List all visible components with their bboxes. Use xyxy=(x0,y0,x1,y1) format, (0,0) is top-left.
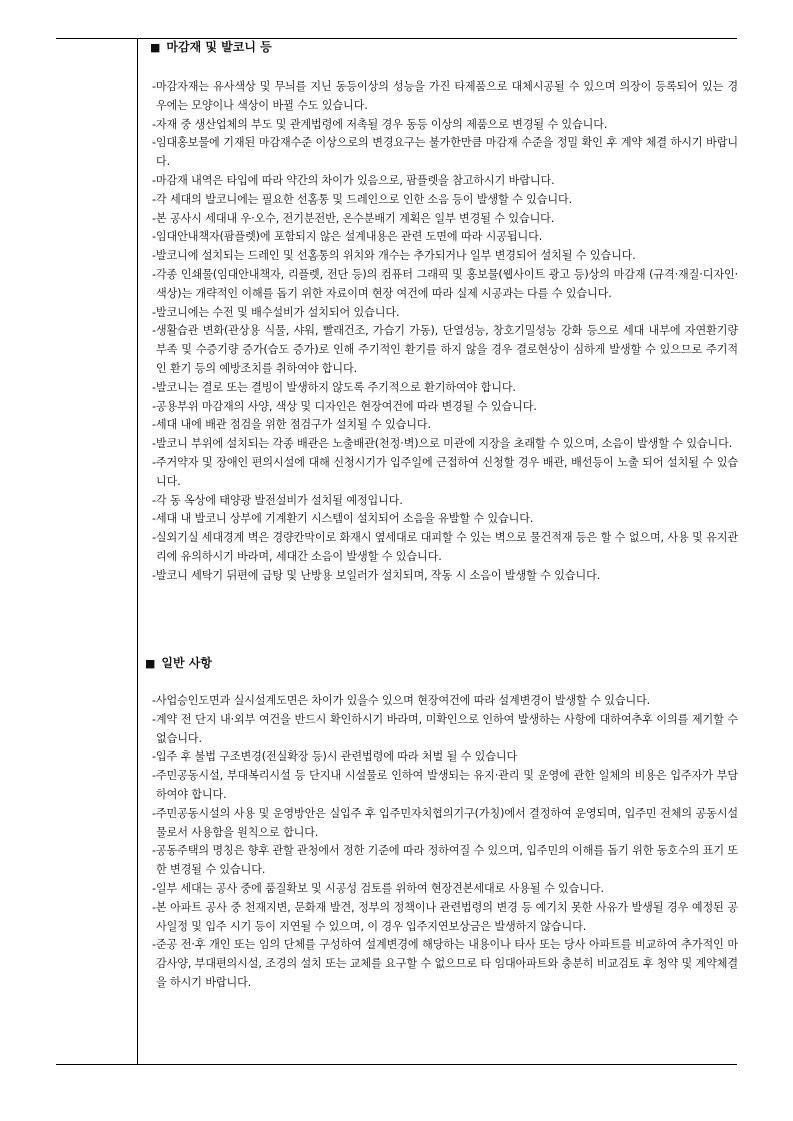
notice-item: -실외기실 세대경계 벽은 경량칸막이로 화재시 옆세대로 대피할 수 있는 벽으로 물건적재 등은 할 수 없으며, 사용 및 유지관리에 유의하시기 바라며, 세대간 소음이 발생할 수 있습니다. xyxy=(152,531,738,563)
finishes-notice-list xyxy=(146,78,738,586)
notice-item: -주민공동시설, 부대복리시설 등 단지내 시설물로 인하여 발생되는 유지·관리 및 운영에 관한 일체의 비용은 입주자가 부담하여야 합니다. xyxy=(152,769,738,801)
notice-item: -일부 세대는 공사 중에 품질확보 및 시공성 검토를 위하여 현장견본세대로 사용될 수 있습니다. xyxy=(152,881,604,895)
notice-item: -입주 후 불법 구조변경(전실확장 등)시 관련법령에 따라 처벌 될 수 있습니다 xyxy=(152,750,518,764)
section-title: 마감재 및 발코니 등 xyxy=(166,40,272,54)
notice-item: -각 세대의 발코니에는 필요한 선홈통 및 드레인으로 인한 소음 등이 발생할 수 있습니다. xyxy=(152,192,573,206)
bottom-rule xyxy=(56,1064,737,1065)
section-title: 일반 사항 xyxy=(161,656,212,670)
notice-item: -임대안내책자(팜플렛)에 포함되지 않은 설계내용은 관련 도면에 따라 시공됩니다. xyxy=(152,230,543,244)
notice-item: -계약 전 단지 내·외부 여건을 반드시 확인하시기 바라며, 미확인으로 인하여 발생하는 사항에 대하여추후 이의를 제기할 수 없습니다. xyxy=(152,712,738,745)
notice-item: -공동주택의 명칭은 향후 관할 관청에서 정한 기준에 따라 정하여질 수 있으며, 입주민의 이해를 돕기 위한 동호수의 표기 또한 변경될 수 있습니다. xyxy=(152,844,738,877)
notice-item: -발코니 부위에 설치되는 각종 배관은 노출배관(천정·벽)으로 미관에 지장을 초래할 수 있으며, 소음이 발생할 수 있습니다. xyxy=(152,437,733,451)
notice-item: -주민공동시설의 사용 및 운영방안은 실입주 후 입주민자치협의기구(가칭)에서 결정하여 운영되며, 입주민 전체의 공동시설물로서 사용함을 원칙으로 합니다. xyxy=(152,806,738,839)
notice-item: -본 공사시 세대내 우·오수, 전기분전반, 온수분배기 계획은 일부 변경될 수 있습니다. xyxy=(152,211,555,225)
notice-page xyxy=(56,38,737,1065)
notice-item: -각종 인쇄물(임대안내책자, 리플렛, 전단 등)의 컴퓨터 그래픽 및 홍보물(웹사이트 광고 등)상의 마감재 (규격·재질·디자인·색상)는 개략적인 이해를 돕기 위한 자료이며 현장 여건에 따라 실제 시공과는 다를 수 있습니다. xyxy=(152,267,738,300)
notice-item: -발코니에 설치되는 드레인 및 선홈통의 위치와 개수는 추가되거나 일부 변경되어 설치될 수 있습니다. xyxy=(152,249,636,263)
notice-item: -각 동 옥상에 태양광 발전설비가 설치될 예정입니다. xyxy=(152,493,403,507)
notice-item: -사업승인도면과 실시설계도면은 차이가 있을수 있으며 현장여건에 따라 설계변경이 발생할 수 있습니다. xyxy=(152,694,651,707)
notice-item: -발코니에는 수전 및 배수설비가 설치되어 있습니다. xyxy=(152,305,400,319)
general-notice-list xyxy=(146,692,738,993)
section-heading-finishes xyxy=(150,38,272,57)
notice-item: -생활습관 변화(관상용 식물, 샤워, 빨래건조, 가습기 가동), 단열성능, 창호기밀성능 강화 등으로 세대 내부에 자연환기량 부족 및 수증기량 증가(습도 증가)로 인해 주기적인 환기를 하지 않을 경우 결로현상이 심하게 발생할 수 있으므로 주기적인 환기 등의 예방조치를 취하여야 합니다. xyxy=(152,324,738,375)
notice-item: -세대 내 발코니 상부에 기계환기 시스템이 설치되어 소음을 유발할 수 있습니다. xyxy=(152,512,534,526)
square-bullet-icon: ■ xyxy=(145,657,156,670)
notice-item: -발코니 세탁기 뒤편에 급탕 및 난방용 보일러가 설치되며, 작동 시 소음이 발생할 수 있습니다. xyxy=(152,568,601,582)
notice-item: -마감자재는 유사색상 및 무늬를 지닌 동등이상의 성능을 가진 타제품으로 대체시공될 수 있으며 의장이 등록되어 있는 경우에는 모양이나 색상이 바뀔 수도 있습니다. xyxy=(152,80,738,112)
notice-item: -자재 중 생산업체의 부도 및 관계법령에 저촉될 경우 동등 이상의 제품으로 변경될 수 있습니다. xyxy=(152,117,608,131)
section-heading-general xyxy=(145,654,212,673)
notice-item: -공용부위 마감재의 사양, 색상 및 디자인은 현장여건에 따라 변경될 수 있습니다. xyxy=(152,399,537,413)
column-divider xyxy=(137,38,138,1065)
notice-item: -본 아파트 공사 중 천재지변, 문화재 발견, 정부의 정책이나 관련법령의 변경 등 예기치 못한 사유가 발생될 경우 예정된 공사일정 및 입주 시기 등이 지연될 수 있으며, 이 경우 입주지연보상금은 발생하지 않습니다. xyxy=(152,900,738,933)
notice-item: -세대 내에 배관 점검을 위한 점검구가 설치될 수 있습니다. xyxy=(152,418,431,432)
notice-item: -임대홍보물에 기재된 마감재수준 이상으로의 변경요구는 불가한만큼 마감재 수준을 정밀 확인 후 계약 체결 하시기 바랍니다. xyxy=(152,136,738,169)
notice-item: -주거약자 및 장애인 편의시설에 대해 신청시기가 입주일에 근접하여 신청할 경우 배관, 배선등이 노출 되어 설치될 수 있습니다. xyxy=(152,455,738,488)
notice-item: -발코니는 결로 또는 결빙이 발생하지 않도록 주기적으로 환기하여야 합니다. xyxy=(152,380,516,394)
notice-item: -마감재 내역은 타입에 따라 약간의 차이가 있음으로, 팜플렛을 참고하시기 바랍니다. xyxy=(152,173,555,187)
notice-item: -준공 전·후 개인 또는 임의 단체를 구성하여 설계변경에 해당하는 내용이나 타사 또는 당사 아파트를 비교하여 추가적인 마감사양, 부대편의시설, 조경의 설치 또는 교체를 요구할 수 없으므로 타 임대아파트와 충분히 비교검토 후 청약 및 계약체결을 하시기 바랍니다. xyxy=(152,938,738,989)
square-bullet-icon: ■ xyxy=(150,41,161,54)
